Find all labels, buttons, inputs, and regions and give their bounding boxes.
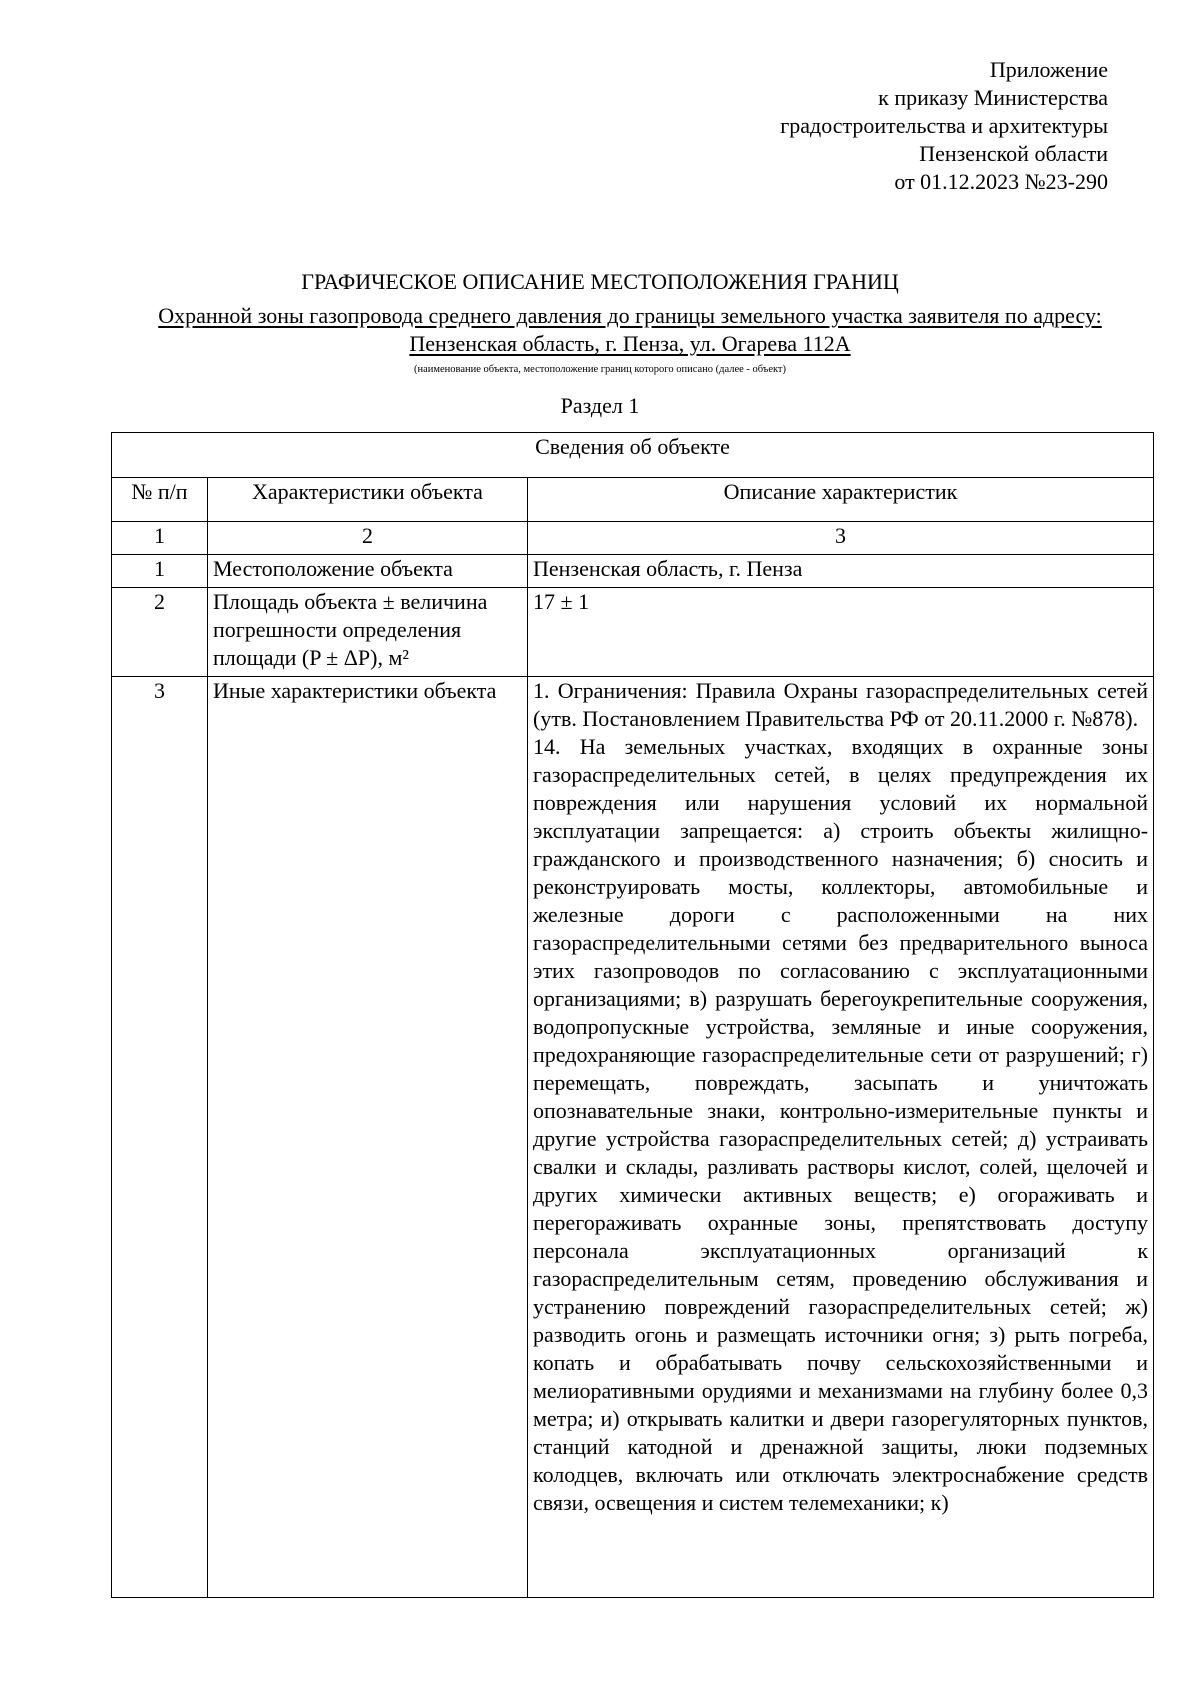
object-name-caption: (наименование объекта, местоположение границ которого описано (далее - объект): [413, 364, 787, 375]
approval-block: [780, 56, 1108, 196]
column-header: № п/п: [112, 478, 208, 522]
table-header-row: [112, 478, 1154, 522]
approval-line: Пензенской области: [919, 141, 1108, 166]
description-paragraph: 1. Ограничения: Правила Охраны газораспределительных сетей (утв. Постановлением Правительства РФ от 20.11.2000 г. №878).: [533, 678, 1149, 731]
column-number-row: [112, 522, 1154, 555]
table-row: [112, 555, 1154, 588]
object-name-text: Охранной зоны газопровода среднего давления до границы земельного участка заявителя по адресу: Пензенская область, г. Пенза, ул. Огарева 112А: [158, 303, 1102, 356]
section-title: Раздел 1: [560, 393, 640, 418]
column-header: Описание характеристик: [528, 478, 1154, 522]
object-info-table: [111, 432, 1154, 1598]
column-number: 3: [528, 522, 1154, 555]
row-characteristic: Площадь объекта ± величина погрешности определения площади (P ± ΔP), м²: [208, 588, 528, 677]
approval-date-number: от 01.12.2023 №23-290: [894, 169, 1108, 194]
row-description: Пензенская область, г. Пенза: [528, 555, 1154, 588]
table-heading-row: [112, 433, 1154, 478]
approval-line: градостроительства и архитектуры: [780, 113, 1108, 138]
column-number: 2: [208, 522, 528, 555]
column-number: 1: [112, 522, 208, 555]
document-title: ГРАФИЧЕСКОЕ ОПИСАНИЕ МЕСТОПОЛОЖЕНИЯ ГРАНИЦ: [301, 269, 899, 294]
row-number: 1: [112, 555, 208, 588]
approval-line: Приложение: [989, 57, 1108, 82]
table-row: [112, 588, 1154, 677]
table-heading: Сведения об объекте: [112, 433, 1154, 478]
row-number: 3: [112, 677, 208, 1598]
table-row: [112, 677, 1154, 1598]
row-description: [528, 677, 1154, 1598]
approval-line: к приказу Министерства: [878, 85, 1108, 110]
column-header: Характеристики объекта: [208, 478, 528, 522]
object-name: [110, 302, 1150, 358]
row-number: 2: [112, 588, 208, 677]
row-characteristic: Местоположение объекта: [208, 555, 528, 588]
description-paragraph: 14. На земельных участках, входящих в охранные зоны газораспределительных сетей, в целях предупреждения их повреждения или нарушения условий их нормальной эксплуатации запрещается: а) строить объекты жилищно-гражданского и производственного назначения; б) сносить и реконструировать мосты, коллекторы, автомобильные и железные дороги с расположенными на них газораспределительными сетями без предварительного выноса этих газопроводов по согласованию с эксплуатационными организациями; в) разрушать берегоукрепительные сооружения, водопропускные устройства, земляные и иные сооружения, предохраняющие газораспределительные сети от разрушений; г) перемещать, повреждать, засыпать и уничтожать опознавательные знаки, контрольно-измерительные пункты и другие устройства газораспределительных сетей; д) устраивать свалки и склады, разливать растворы кислот, солей, щелочей и других химически активных веществ; е) огораживать и перегораживать охранные зоны, препятствовать доступу персонала эксплуатационных организаций к газораспределительным сетям, проведению обслуживания и устранению повреждений газораспределительных сетей; ж) разводить огонь и размещать источники огня; з) рыть погреба, копать и обрабатывать почву сельскохозяйственными и мелиоративными орудиями и механизмами на глубину более 0,3 метра; и) открывать калитки и двери газорегуляторных пунктов, станций катодной и дренажной защиты, люки подземных колодцев, включать или отключать электроснабжение средств связи, освещения и систем телемеханики; к): [533, 734, 1149, 1515]
row-characteristic: Иные характеристики объекта: [208, 677, 528, 1598]
row-description: 17 ± 1: [528, 588, 1154, 677]
